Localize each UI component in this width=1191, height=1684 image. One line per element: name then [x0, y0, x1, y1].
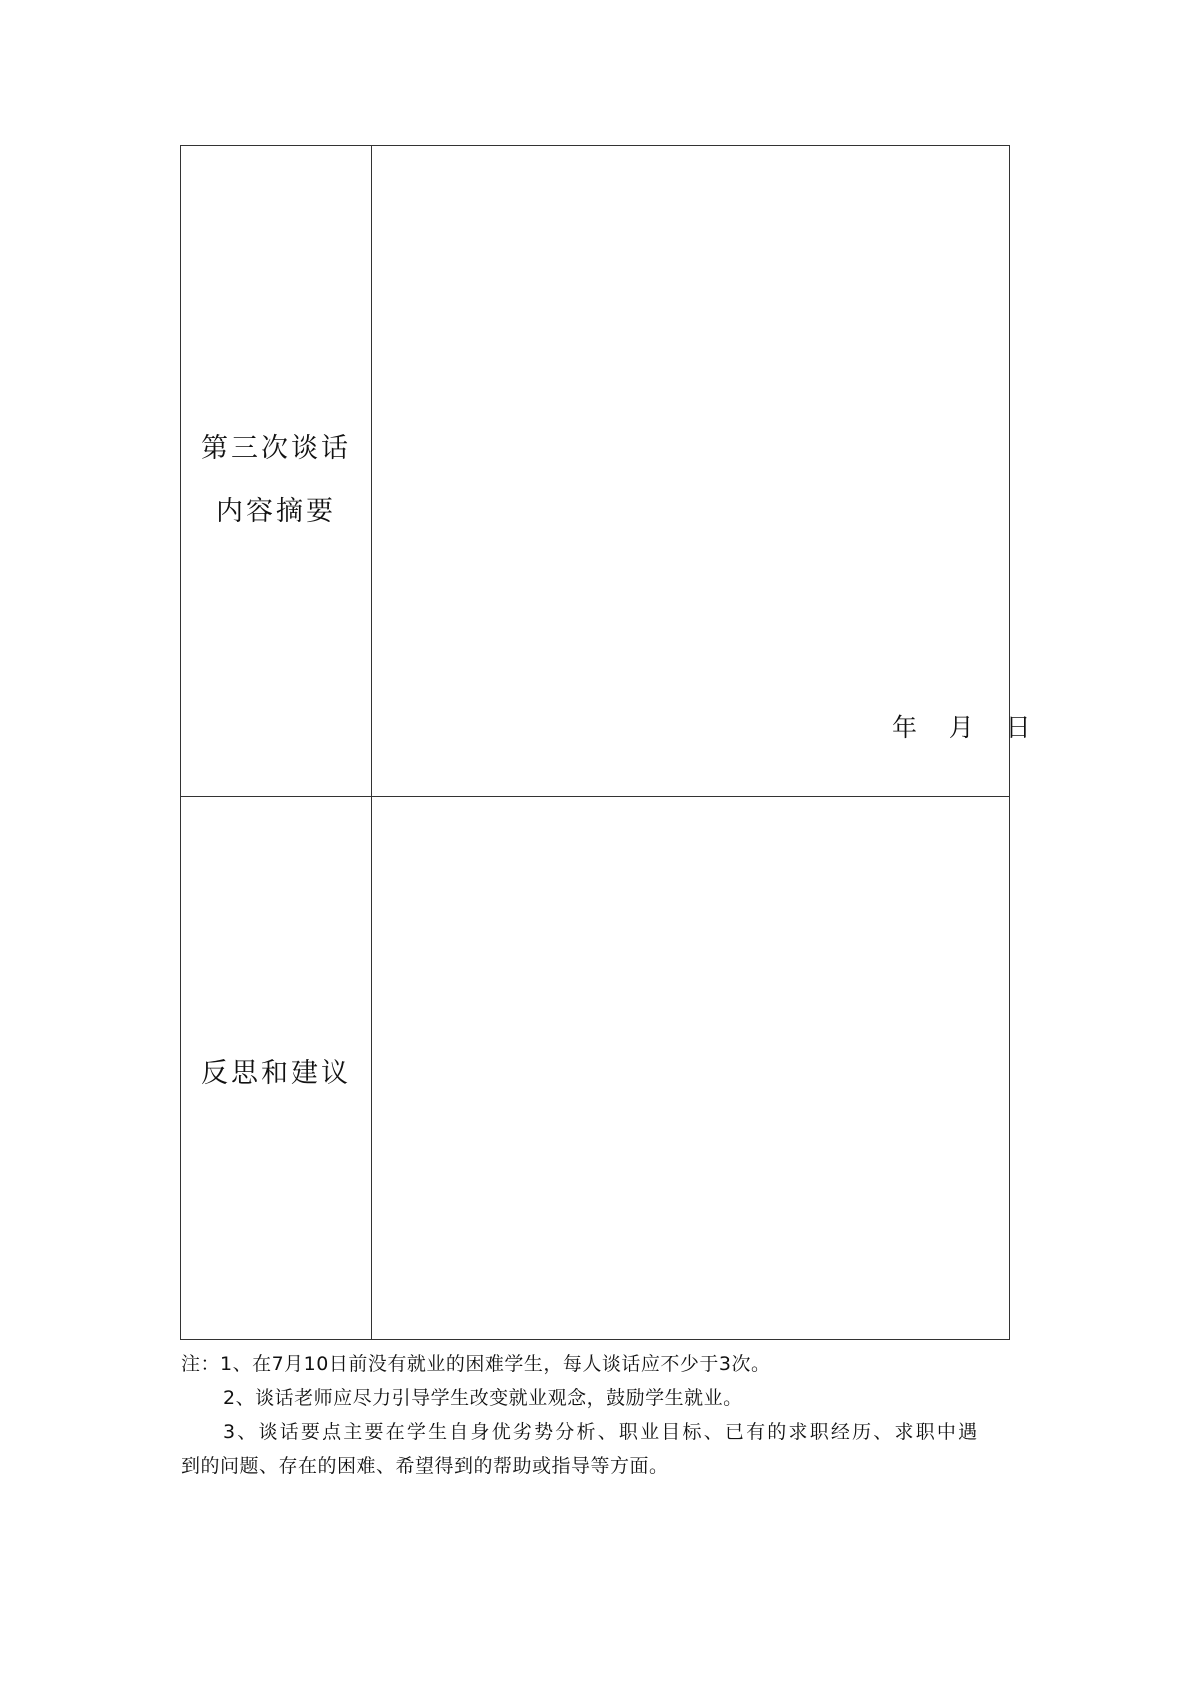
note-line-3b: 到的问题、存在的困难、希望得到的帮助或指导等方面。	[181, 1455, 669, 1477]
third-talk-label-cell	[181, 146, 372, 796]
note-line-2: 2、谈话老师应尽力引导学生改变就业观念，鼓励学生就业。	[223, 1387, 743, 1409]
third-talk-label-line1: 第三次谈话	[201, 433, 351, 464]
reflection-field[interactable]	[372, 797, 1009, 1339]
talk-record-table	[180, 145, 1031, 1340]
reflection-row	[181, 797, 1009, 1339]
reflection-label-cell	[181, 797, 372, 1339]
note-line-1: 注：1、在7月10日前没有就业的困难学生，每人谈话应不少于3次。	[181, 1353, 771, 1375]
date-line: 年 月 日	[892, 713, 1031, 742]
third-talk-label-line2: 内容摘要	[216, 496, 336, 527]
third-talk-summary-field[interactable]	[372, 146, 1031, 796]
reflection-label: 反思和建议	[201, 1058, 351, 1089]
third-talk-row	[181, 146, 1031, 797]
note-line-3a: 3、谈话要点主要在学生自身优劣势分析、职业目标、已有的求职经历、求职中遇	[223, 1421, 980, 1443]
notes-section	[181, 1347, 1016, 1483]
